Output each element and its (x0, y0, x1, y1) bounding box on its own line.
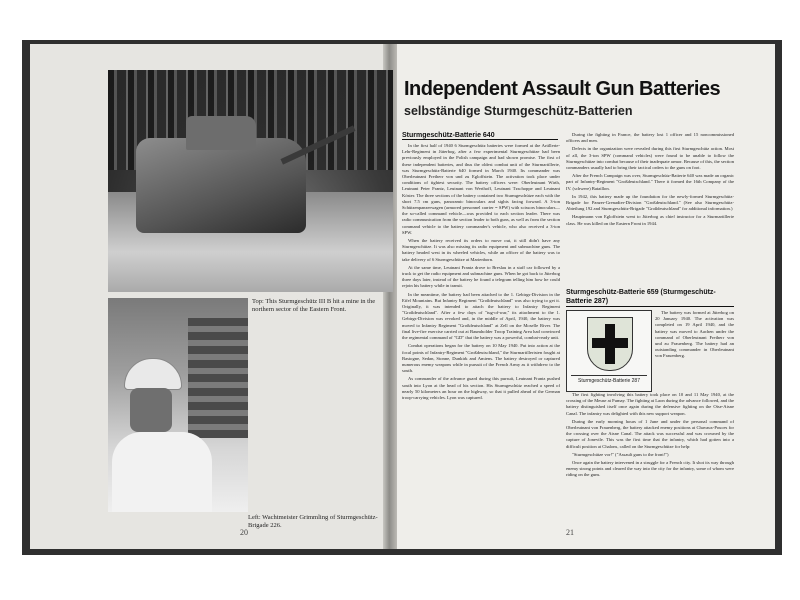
soldier-face (130, 388, 172, 432)
paragraph: Hauptmann von Egloffstein went to Jüterbog as chief instructor for a Sturmartillerie class. He was killed on the Eastern Front in 1944. (566, 214, 734, 226)
paragraph: After the French Campaign was over, Sturmgeschütz-Batterie 640 was made an organic part of Infantry-Regiment "Großdeutschland." There it formed the 16th Company of the IV. (schwere) Bataillon. (566, 173, 734, 191)
cross-horizontal (592, 338, 628, 348)
soldier-helmet (124, 358, 182, 390)
page-number-right: 21 (566, 528, 574, 537)
unit-crest-figure (566, 310, 652, 392)
paragraph: "Sturmgeschütze vor!" ("Assault guns to the front!") (572, 451, 669, 457)
photo-caption-top: Top: This Sturmgeschütz III B hit a mine in the northern sector of the Eastern Front. (252, 298, 376, 313)
page-subtitle: selbständige Sturmgeschütz-Batterien (404, 104, 633, 118)
text-column-2-bottom (566, 392, 734, 542)
paragraph: Once again the battery intervened in a struggle for a French city. It shot its way through enemy strong points and cleared the way into the city for the infantry, some of whom were riding on the guns. (566, 460, 734, 478)
iron-cross-shield-icon (587, 317, 633, 371)
soldier-coat (112, 432, 212, 512)
paragraph: In 1942, this battery made up the foundation for the newly-formed Sturmgeschütz-Brigade for Panzer-Grenadier-Division "Großdeutschland." (See also Sturmgeschütz-Abteilung 192 and Sturmgeschütz-Brigade "Großdeutschland" for additional information.) (566, 193, 734, 212)
soldier-photo (108, 298, 248, 512)
text-column-1 (402, 143, 560, 545)
crest-label: Sturmgeschütz-Batterie 287 (571, 375, 647, 384)
paragraph: Defects in the organization were revealed during this first Sturmgeschütz action. Most of all, the 3-ton SPW (command vehicles) were found to be unable to follow the Sturmgeschütze into combat because of their inadequate armor. Because of this, the section commanders usually had to bring their tactical orders to the guns on foot. (566, 146, 734, 171)
paragraph: As commander of the advance guard during this pursuit, Leutnant Frantz pushed south into Lyon at the head of his section. His Sturmgeschütz reached a speed of nearly 50 kilometers an hour on the highway, so that it pulled ahead of the German troop-carrying vehicles. Lyon was captured. (402, 376, 560, 400)
paragraph: Combat operations began for the battery on 10 May 1940. Put into action at the focal points of Infantry-Regiment "Großdeutschland," the Sturmartilleristen fought at Bastogne, Sedan, Stonne, Dunkirk and Amiens. The battery destroyed or captured numerous enemy weapons while in pursuit of the French Army as it withdrew to the south. (402, 343, 560, 374)
assault-gun-vehicle (136, 138, 306, 233)
text-column-2-top (566, 132, 734, 284)
paragraph: During the fighting in France, the battery lost 1 officer and 15 noncommissioned officers and men. (566, 132, 734, 144)
section-heading-659: Sturmgeschütz-Batterie 659 (Sturmgeschütz-Batterie 287) (566, 288, 734, 307)
text-beside-crest (655, 310, 734, 392)
gun-mechanism (188, 318, 248, 438)
assault-gun-photo (108, 70, 393, 292)
paragraph: The battery was formed at Jüterbog on 20 January 1940. The activation was completed on 19 April 1940, and the battery was moved to Aachen under the command of Oberleutnant Freiherr von und zu Frauenberg. The battery had an outstanding commander in Oberleutnant von Frauenberg. (655, 310, 734, 359)
page-title: Independent Assault Gun Batteries (404, 78, 721, 100)
paragraph: At the same time, Leutnant Frantz drove to Breslau in a staff car followed by a truck to get the radio equipment and submachine guns. When he got back to Jüterbog three days later, instead of the battery he found a telegram telling him how he could rejoin his battery while in transit. (402, 264, 560, 289)
paragraph: In the meantime, the battery had been attached to the 1. Gebirgs-Division in the Eifel Mountains. But Infantry Regiment "Großdeutschland" was also trying to get it. Originally, it was intended to attach the battery to Infantry Regiment "Großdeutschland". After a few days of "tug-of-war," its attachment to the 1. Gebirgs-Division was revoked and, in the middle of April, 1940, the battery was moved to Infantry Regiment "Großdeutschland" at Zell on the Moselle River. The final live-fire exercise carried out at Baumholder Troop Training Area had convinced the regimental command of "GD" that the battery was a powerful, combat-ready unit. (402, 291, 560, 341)
photo-caption-bottom: Left: Wachtmeister Grimmling of Sturmgeschütz-Brigade 226. (248, 514, 378, 529)
paragraph: The first fighting involving this battery took place on 10 and 11 May 1940, at the crossing of the Meuse at Fumay. The fighting at Laon during the advance followed, and the battery distinguished itself once again during the defensive fighting on the Oise-Aisne Canal. The infantry was delighted with this new support weapon. (566, 392, 734, 416)
paragraph: In the first half of 1940 6 Sturmgeschütz batteries were formed at the Artillerie-Lehr-Regiment in Jüterbog, after a few experimental Sturmgeschütze had been previously employed in the Polish campaign and had shown promise. The first of these independent batteries, and thus the oldest combat unit of the Sturmartillerie, was Sturmgeschütz-Batterie 640 formed in March 1940. Its commander was Oberleutnant Freiherr von und zu Egloffstein. The activation took place under conditions of tightest security. The battery officers were: Oberleutnant Wirth, Leutnant Peter Frantz, Leutnant von Werthoff, Leutnant Tzschoppe and Leutnant Köster. The three sections of the battery contained two Sturmgeschütze each with the short 7.5 cm guns, panoramic binoculars and sights facing forward. A 3-ton Schützenpanzerwagen (armored personnel carrier = SPW) with scissors binoculars—the so-called command vehicle—was provided to each section leader. There was radio communication from the section leader to both guns, as well as from the section command vehicle to the battery commander's vehicle, who also received a 3-ton SPW. (402, 143, 560, 235)
paragraph: When the battery received its orders to move out, it still didn't have any Sturmgeschütze. It was also missing its radio equipment and submachine guns. The battery headed west in its wheeled vehicles, while an officer of the battery was to take delivery of 6 Sturmgeschütze at Marienborn. (402, 238, 560, 262)
section-heading-640: Sturmgeschütz-Batterie 640 (402, 132, 558, 140)
page-number-left: 20 (240, 528, 248, 537)
paragraph: During the early morning hours of 1 June and under the personal command of Oberleutnant von Frauenberg, the battery attacked enemy positions at Chavaux-Pouces for the crossing over the Aisne Canal. The attack was successful and was crowned by the capture of Jonevile. This was the first time that the infantry, which had gotten into a difficult position at Chalons, called on the Sturmgeschütze for help: (566, 418, 734, 449)
